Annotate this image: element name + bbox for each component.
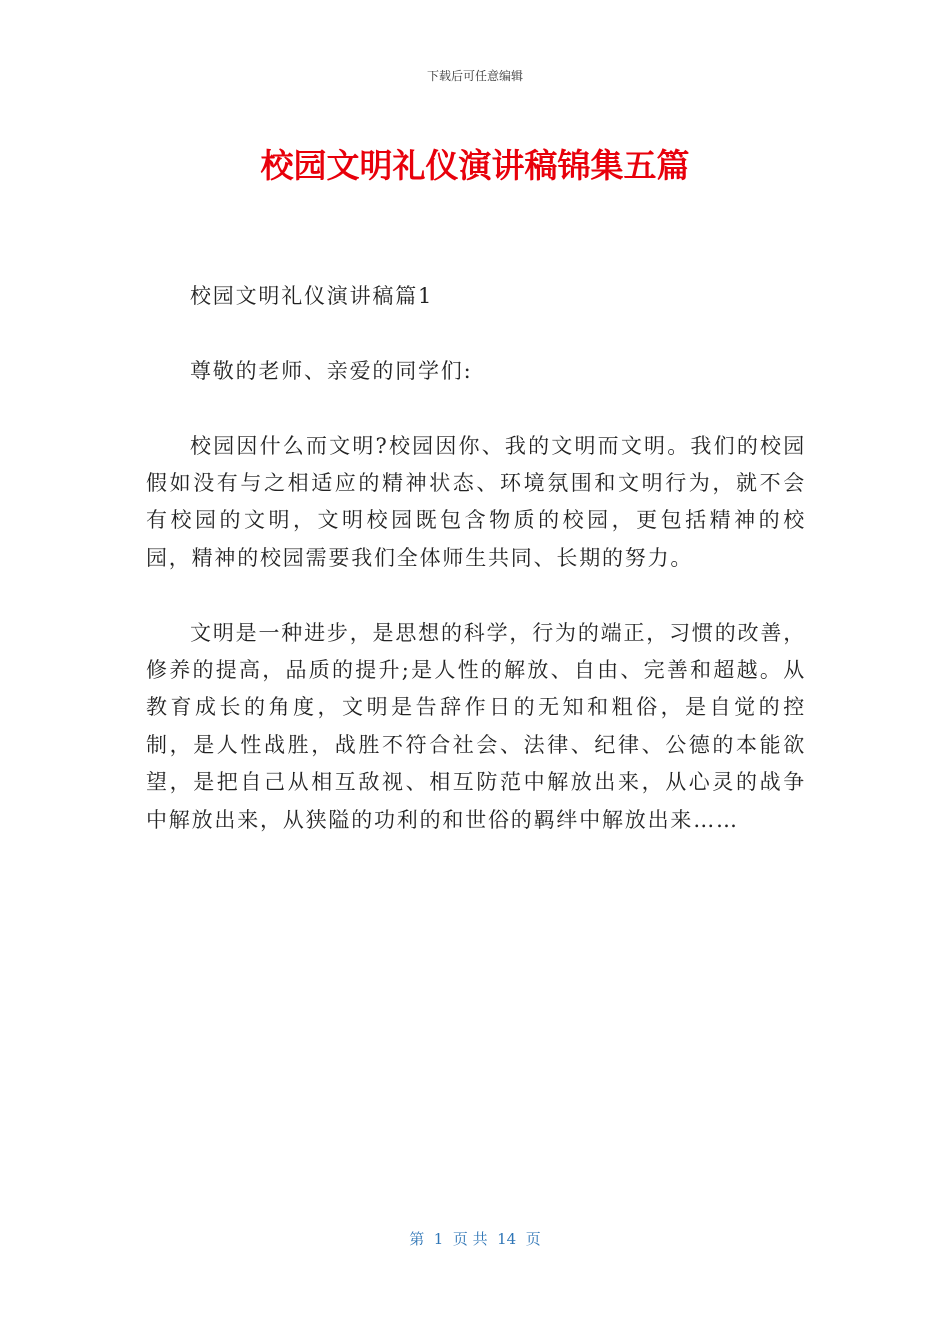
document-title: 校园文明礼仪演讲稿锦集五篇 — [260, 146, 690, 185]
body-paragraph: 校园因什么而文明?校园因你、我的文明而文明。我们的校园假如没有与之相适应的精神状态、环境氛围和文明行为，就不会有校园的文明，文明校园既包含物质的校园，更包括精神的校园，精神的校园需要我们全体师生共同、长期的努力。 — [146, 433, 806, 570]
page-number-footer: 第 1 页 共 14 页 — [409, 1230, 541, 1248]
section-heading: 校园文明礼仪演讲稿篇1 — [190, 284, 434, 308]
body-paragraph: 文明是一种进步，是思想的科学，行为的端正，习惯的改善，修养的提高，品质的提升;是人性的解放、自由、完善和超越。从教育成长的角度，文明是告辞作日的无知和粗俗，是自觉的控制，是人性战胜，战胜不符合社会、法律、纪律、公德的本能欲望，是把自己从相互敌视、相互防范中解放出来，从心灵的战争中解放出来，从狭隘的功利的和世俗的羁绊中解放出来…… — [146, 620, 806, 832]
document-body — [146, 278, 806, 839]
page-header-note: 下载后可任意编辑 — [426, 69, 523, 83]
salutation: 尊敬的老师、亲爱的同学们: — [190, 358, 473, 383]
